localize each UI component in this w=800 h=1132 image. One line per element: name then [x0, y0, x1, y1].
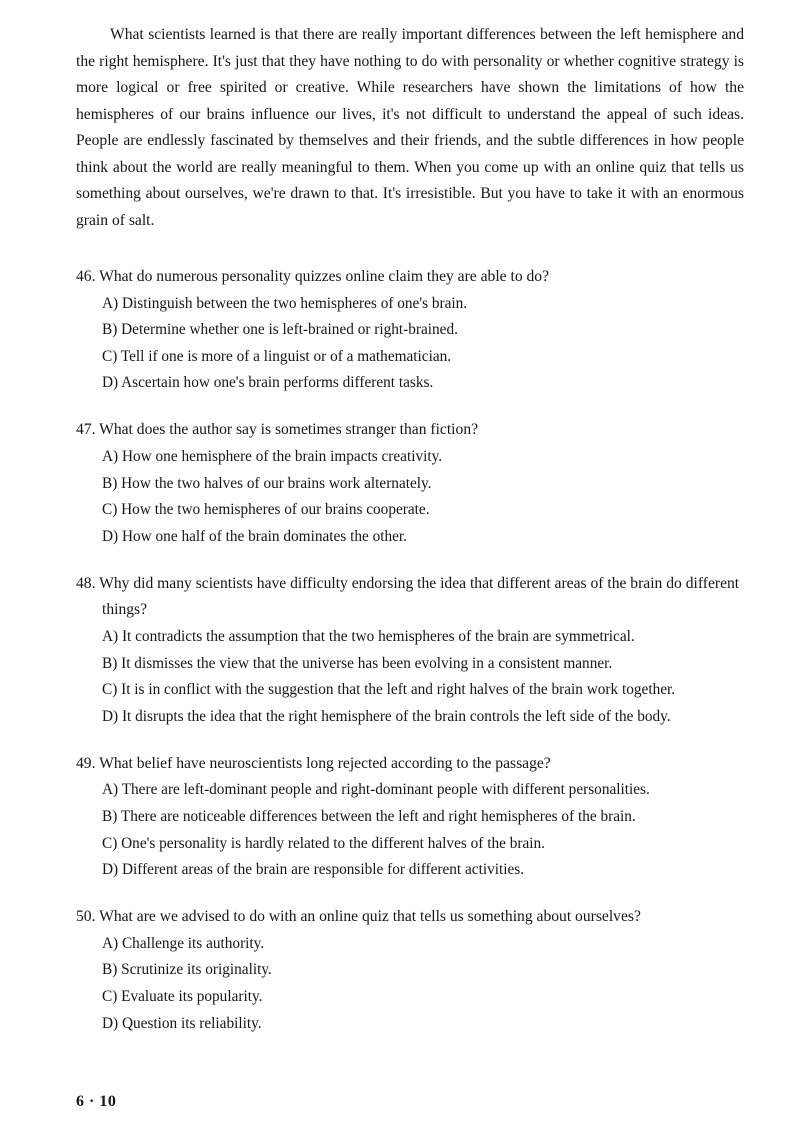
option-list — [76, 291, 744, 397]
option-d: D) Ascertain how one's brain performs different tasks. — [102, 374, 434, 392]
question-list — [76, 264, 744, 1058]
question-text: What do numerous personality quizzes online claim they are able to do? — [99, 268, 550, 285]
question-number: 49. — [76, 754, 96, 772]
passage-paragraph: What scientists learned is that there are really important differences between the left hemisphere and the right hemisphere. It's just that they have nothing to do with personality or whether cognitive strategy is more logical or free spirited or creative. While researchers have shown the limitations of how the hemispheres of our brains influence our lives, it's not difficult to understand the appeal of such ideas. People are endlessly fascinated by themselves and their friends, and the subtle differences in how people think about the world are really meaningful to them. When you come up with an online quiz that tells us something about ourselves, we're drawn to that. It's irresistible. But you have to take it with an enormous grain of salt. — [76, 26, 744, 229]
option-a: A) Challenge its authority. — [102, 934, 265, 952]
question-number: 50. — [76, 908, 96, 926]
question-stem — [76, 571, 744, 624]
question-50 — [76, 904, 744, 1037]
option-list — [76, 624, 744, 730]
question-46 — [76, 264, 744, 397]
option-d: D) It disrupts the idea that the right hemisphere of the brain controls the left side of the body. — [102, 707, 671, 725]
option-list — [76, 777, 744, 883]
option-a: A) There are left-dominant people and right-dominant people with different personalities. — [102, 781, 650, 799]
question-49 — [76, 751, 744, 884]
option-c: C) One's personality is hardly related to the different halves of the brain. — [102, 834, 545, 852]
question-number: 46. — [76, 268, 96, 285]
option-c: C) Tell if one is more of a linguist or of a mathematician. — [102, 347, 452, 365]
question-text: What are we advised to do with an online quiz that tells us something about ourselves? — [99, 908, 641, 926]
option-a: A) How one hemisphere of the brain impacts creativity. — [102, 447, 443, 465]
question-47 — [76, 417, 744, 550]
option-list — [76, 931, 744, 1037]
option-b: B) Determine whether one is left-brained or right-brained. — [102, 321, 458, 339]
question-stem — [76, 751, 744, 778]
option-c: C) Evaluate its popularity. — [102, 988, 263, 1006]
option-a: A) Distinguish between the two hemispheres of one's brain. — [102, 294, 468, 312]
question-text: What belief have neuroscientists long rejected according to the passage? — [99, 754, 551, 772]
question-text: Why did many scientists have difficulty endorsing the idea that different areas of the brain do different things? — [99, 574, 740, 619]
option-c: C) How the two hemispheres of our brains cooperate. — [102, 501, 430, 519]
option-c: C) It is in conflict with the suggestion that the left and right halves of the brain work together. — [102, 681, 676, 699]
option-d: D) How one half of the brain dominates the other. — [102, 527, 408, 545]
option-b: B) How the two halves of our brains work alternately. — [102, 474, 432, 492]
question-number: 48. — [76, 574, 96, 592]
option-list — [76, 444, 744, 550]
option-a: A) It contradicts the assumption that the two hemispheres of the brain are symmetrical. — [102, 627, 635, 645]
question-stem — [76, 904, 744, 931]
option-b: B) There are noticeable differences between the left and right hemispheres of the brain. — [102, 808, 636, 825]
option-b: B) Scrutinize its originality. — [102, 961, 272, 979]
option-b: B) It dismisses the view that the universe has been evolving in a consistent manner. — [102, 654, 613, 672]
question-text: What does the author say is sometimes stranger than fiction? — [99, 421, 479, 439]
option-d: D) Different areas of the brain are responsible for different activities. — [102, 861, 525, 879]
question-number: 47. — [76, 421, 96, 439]
question-stem — [76, 417, 744, 444]
option-d: D) Question its reliability. — [102, 1014, 262, 1032]
question-stem — [76, 264, 744, 291]
page-number: 6 · 10 — [76, 1093, 117, 1110]
question-48 — [76, 571, 744, 730]
